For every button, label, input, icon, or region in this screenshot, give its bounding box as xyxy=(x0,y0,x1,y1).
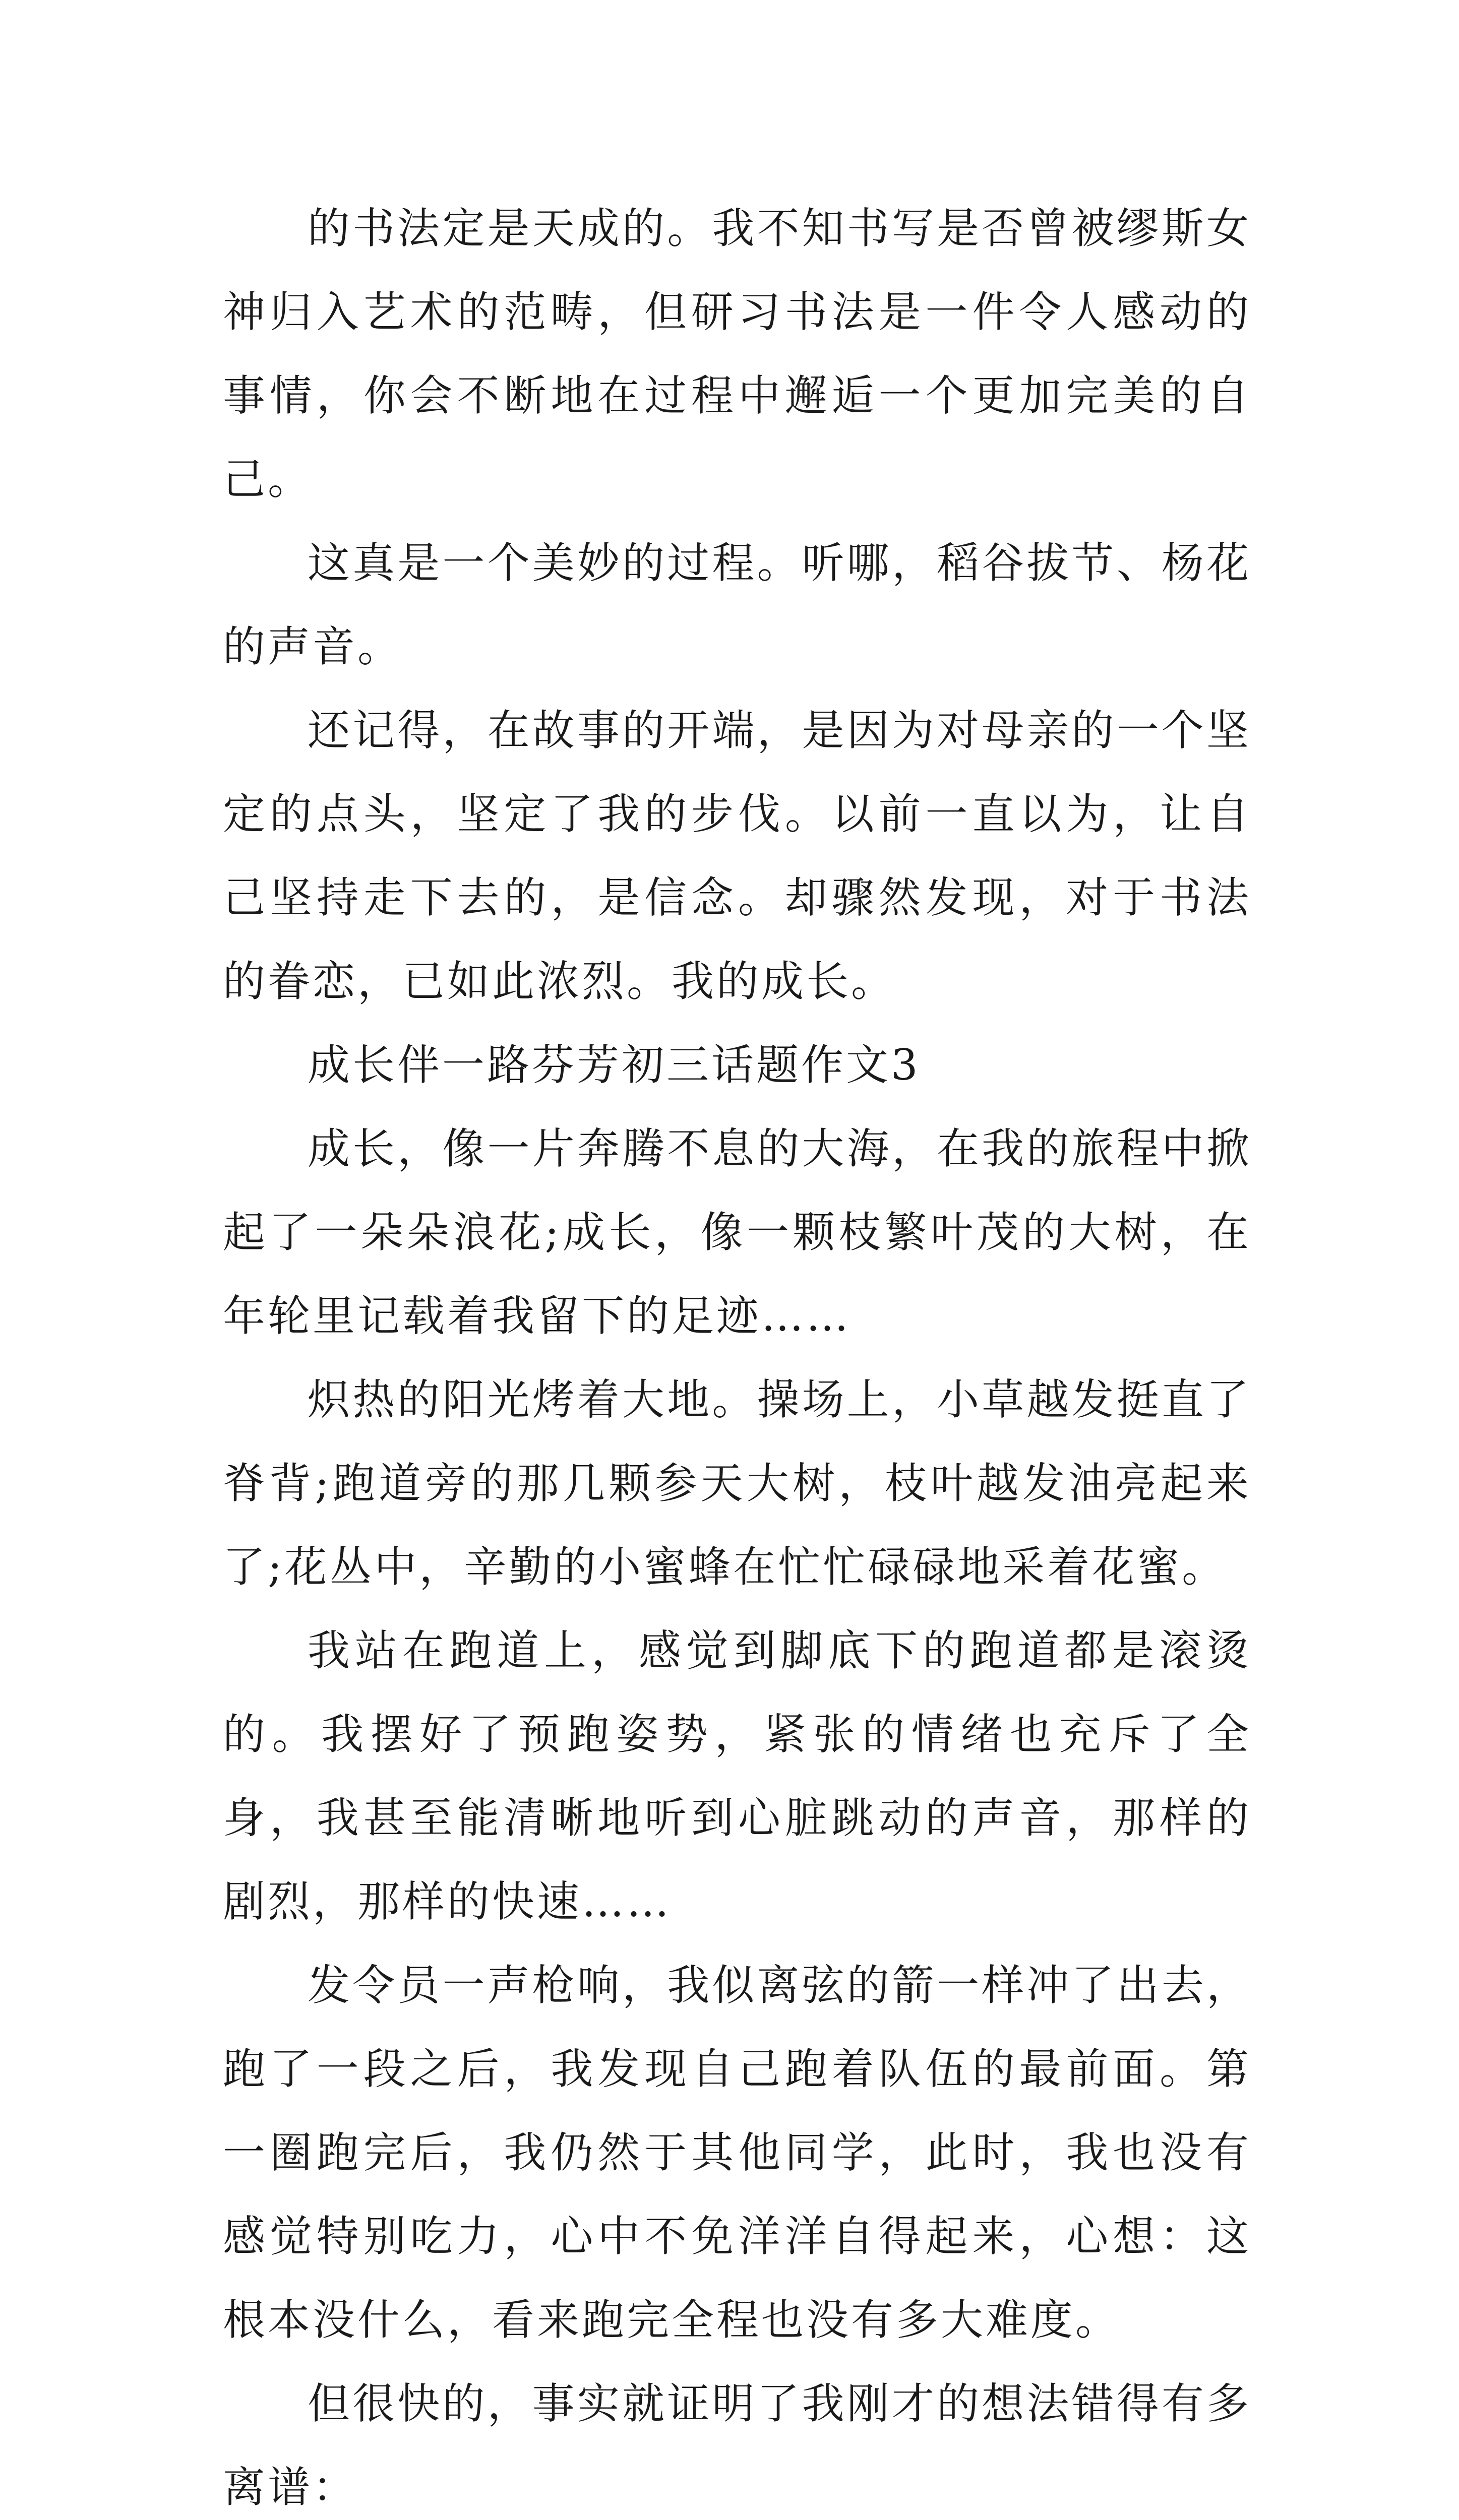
paragraph: 炽热的阳光烤着大地。操场上，小草越发挺直了脊背;跑道旁的那几颗参天大树，枝叶越发油亮起来了;花丛中，辛勤的小蜜蜂在忙忙碌碌地采着花蜜。 xyxy=(223,1375,1251,1592)
paragraph: 但很快的，事实就证明了我刚才的想法错得有多离谱： xyxy=(223,2379,1251,2512)
paragraph: 我站在跑道上，感觉到脚底下的跑道都是滚烫的。我摆好了预跑姿势，紧张的情绪也充斥了全身，我甚至能清晰地听到心脏跳动的声音，那样的剧烈，那样的快速…… xyxy=(223,1626,1251,1926)
paragraph: 还记得，在故事的开端，是因为对母亲的一个坚定的点头，坚定了我的步伐。以前一直以为，让自己坚持走下去的，是信念。却骤然发现，对于书法的眷恋，已如此浓烈。我的成长。 xyxy=(223,706,1251,1006)
paragraph: 的书法定是天成的。我不知书写是否曾被缪斯女神归入艺术的范畴，但研习书法是一件令人感动的事情，你会不断地在过程中邂逅一个更加完美的自己。 xyxy=(223,204,1251,504)
document-body xyxy=(223,186,1251,2520)
paragraph: 发令员一声枪响，我似离弦的箭一样冲了出去，跑了一段之后，我发现自己跑着队伍的最前面。第一圈跑完后，我仍然于其他同学，此时，我也没有感觉特别吃力，心中不免洋洋自得起来，心想：这根本没什么，看来跑完全程也没有多大难度。 xyxy=(223,1961,1251,2345)
paragraph: 成长，像一片奔腾不息的大海，在我的旅程中掀起了一朵朵浪花;成长，像一颗枝繁叶茂的大树，在年轮里记载着我留下的足迹…… xyxy=(223,1124,1251,1341)
essay-title: 成长伴一路芬芳初三话题作文3 xyxy=(308,1040,921,1090)
paragraph: 这真是一个美妙的过程。听哪，稻谷拔节、杨花的声音。 xyxy=(223,538,1251,671)
